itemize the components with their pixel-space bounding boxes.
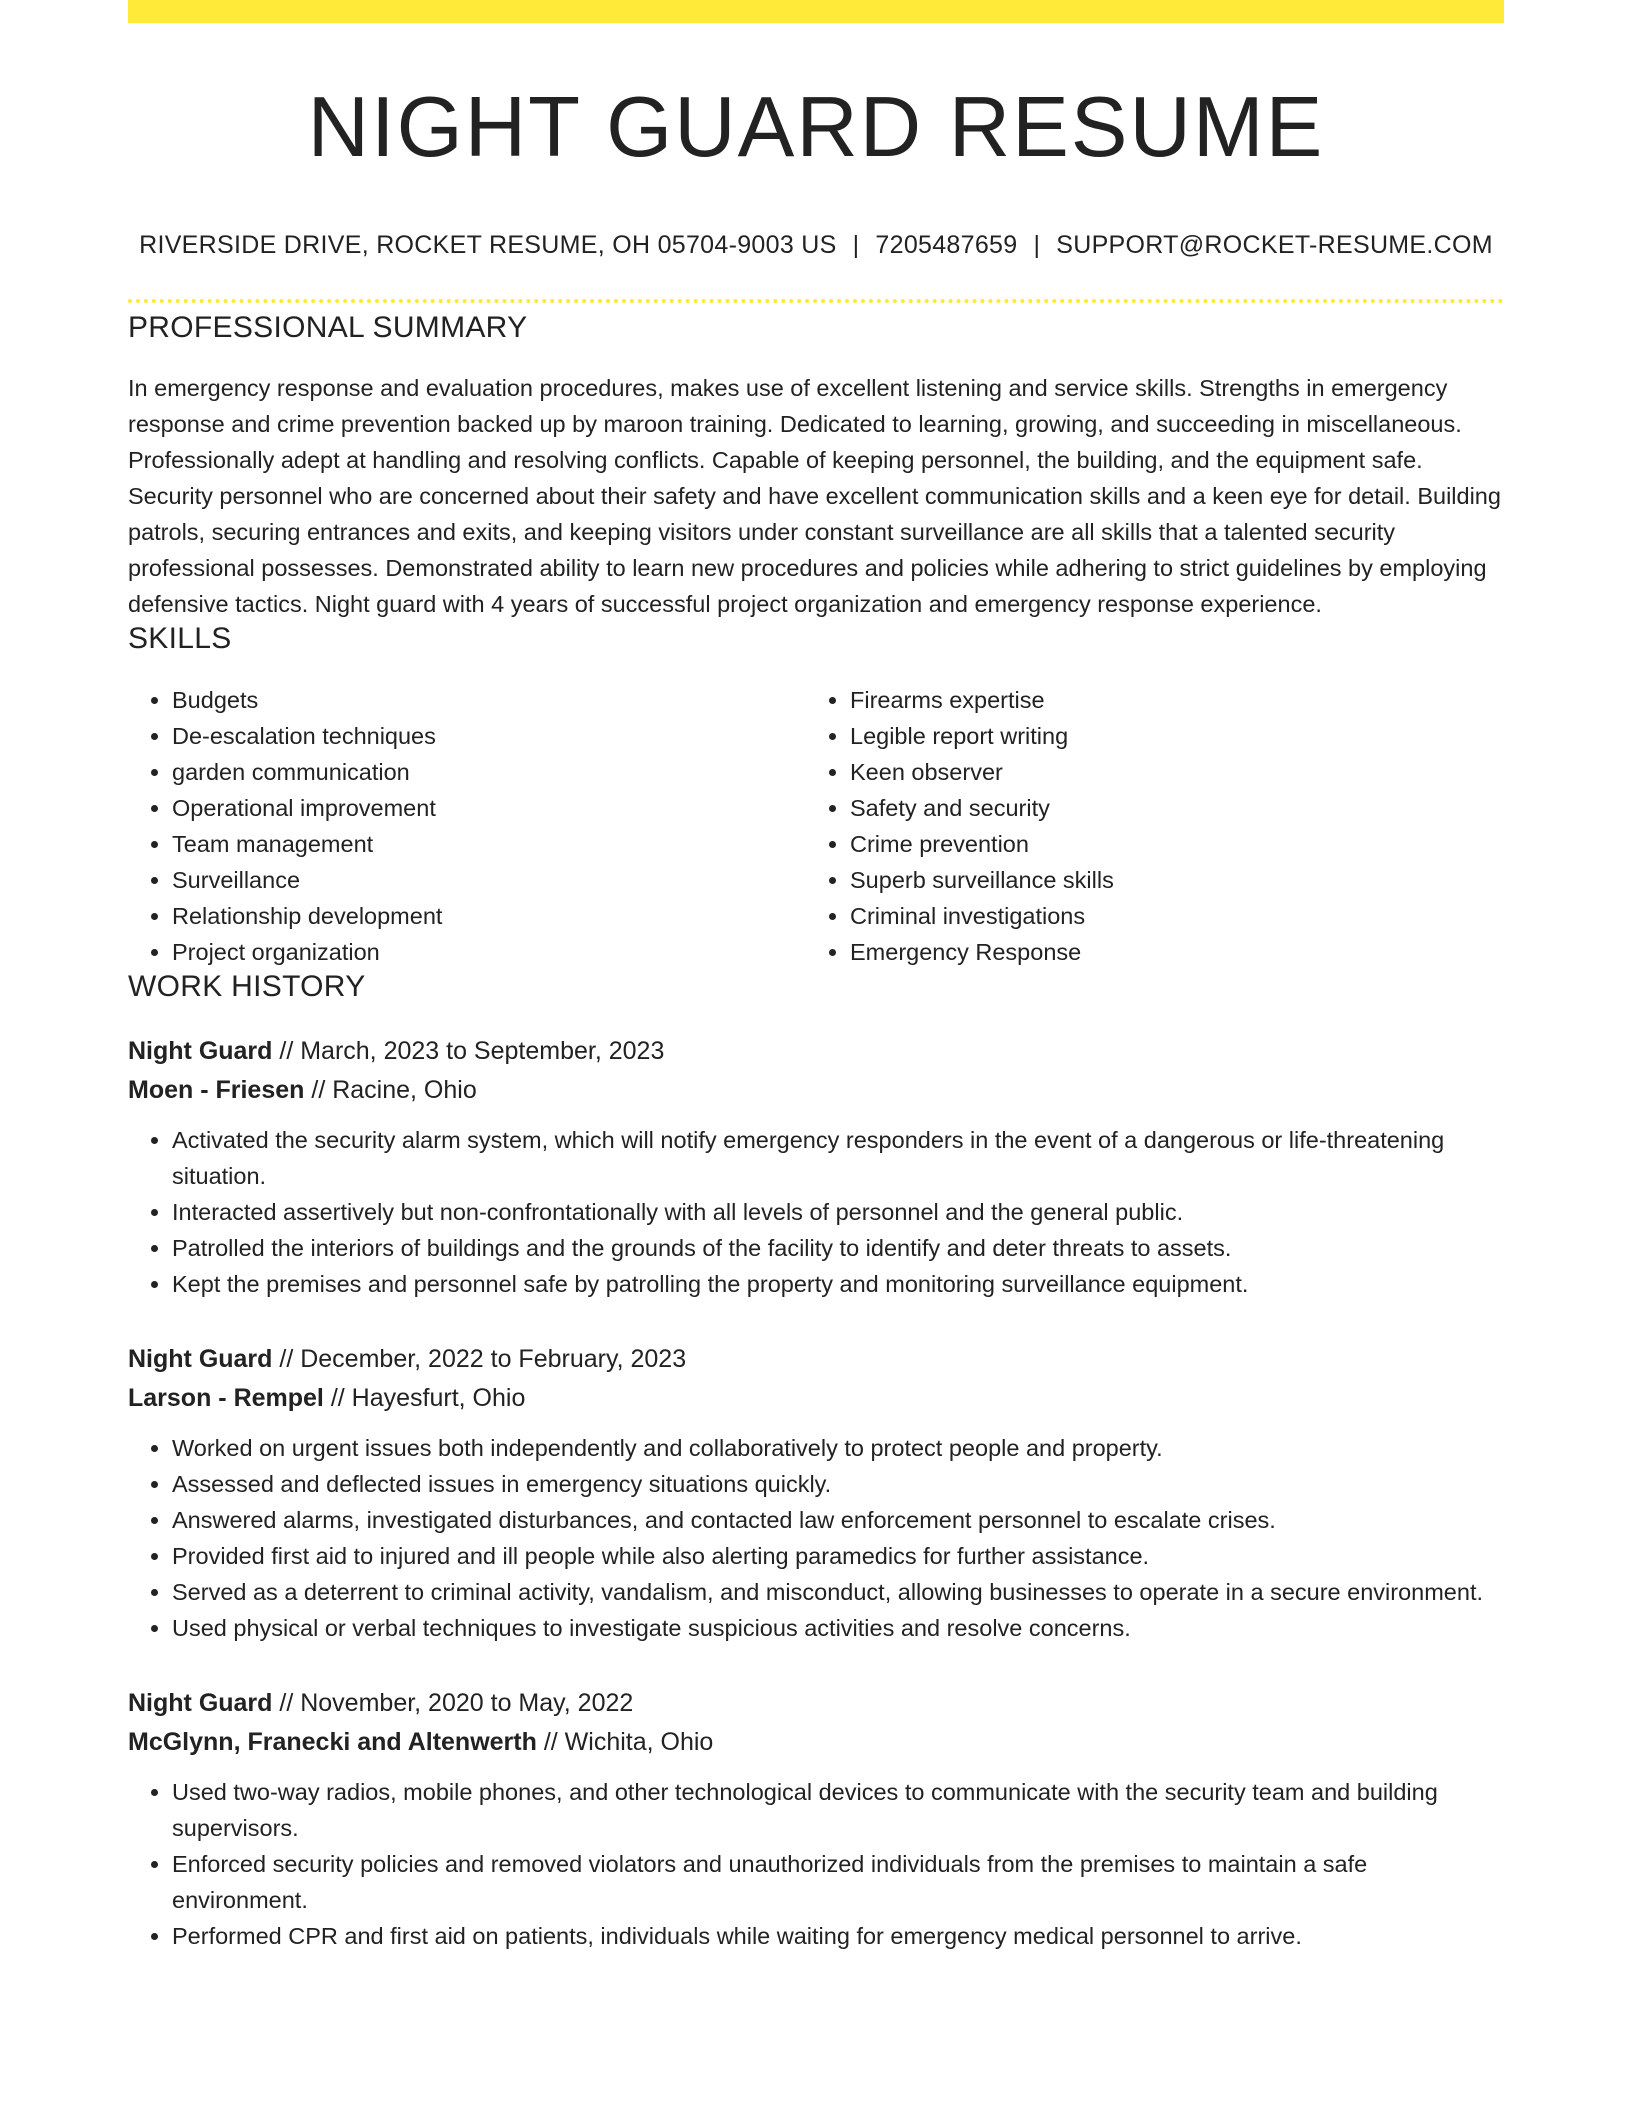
- job-bullet-list: [128, 1122, 1504, 1302]
- skill-item: • Keen observer: [850, 754, 1484, 790]
- skill-item: • Safety and security: [850, 790, 1484, 826]
- job-dates: // December, 2022 to February, 2023: [279, 1345, 687, 1373]
- skill-item: • Surveillance: [172, 862, 806, 898]
- skill-item: • De-escalation techniques: [172, 718, 806, 754]
- skill-item: • garden communication: [172, 754, 806, 790]
- job-bullet: • Activated the security alarm system, which will notify emergency responders in the event of a dangerous or life-threatening situation.: [172, 1122, 1504, 1194]
- job-role-line: [128, 1032, 1504, 1071]
- job-company-line: [128, 1071, 1504, 1110]
- skills-column-left: [128, 682, 806, 970]
- skill-item: • Crime prevention: [850, 826, 1484, 862]
- skill-item: • Operational improvement: [172, 790, 806, 826]
- job-company-line: [128, 1379, 1504, 1418]
- job-bullet: • Served as a deterrent to criminal activity, vandalism, and misconduct, allowing businesses to operate in a secure environment.: [172, 1574, 1504, 1610]
- job-role: Night Guard: [128, 1689, 273, 1717]
- job-bullet: • Answered alarms, investigated disturbances, and contacted law enforcement personnel to escalate crises.: [172, 1502, 1504, 1538]
- resume-page: [128, 0, 1504, 1954]
- skill-item: • Criminal investigations: [850, 898, 1484, 934]
- job-location: // Hayesfurt, Ohio: [330, 1384, 526, 1412]
- job-entry-3: [128, 1684, 1504, 1954]
- job-company: Larson - Rempel: [128, 1384, 324, 1412]
- job-bullet-list: [128, 1430, 1504, 1646]
- skill-item: • Firearms expertise: [850, 682, 1484, 718]
- job-bullet: • Kept the premises and personnel safe by patrolling the property and monitoring surveillance equipment.: [172, 1266, 1504, 1302]
- job-company: McGlynn, Franecki and Altenwerth: [128, 1728, 537, 1756]
- contact-separator: |: [852, 231, 860, 259]
- job-bullet: • Used two-way radios, mobile phones, and other technological devices to communicate with the security team and building supervisors.: [172, 1774, 1504, 1846]
- job-bullet: • Performed CPR and first aid on patients, individuals while waiting for emergency medical personnel to arrive.: [172, 1918, 1504, 1954]
- job-role-line: [128, 1340, 1504, 1379]
- job-bullet: • Used physical or verbal techniques to investigate suspicious activities and resolve concerns.: [172, 1610, 1504, 1646]
- job-bullet-list: [128, 1774, 1504, 1954]
- skills-heading: SKILLS: [128, 622, 232, 655]
- dotted-divider: [128, 299, 1504, 303]
- job-entry-2: [128, 1340, 1504, 1646]
- skill-item: • Project organization: [172, 934, 806, 970]
- job-company-line: [128, 1723, 1504, 1762]
- job-bullet: • Enforced security policies and removed violators and unauthorized individuals from the premises to maintain a safe environment.: [172, 1846, 1504, 1918]
- job-bullet: • Provided first aid to injured and ill people while also alerting paramedics for further assistance.: [172, 1538, 1504, 1574]
- summary-paragraph: In emergency response and evaluation procedures, makes use of excellent listening and service skills. Strengths in emergency response and crime prevention backed up by maroon training. Dedicated to learning, growing, and succeeding in miscellaneous. Professionally adept at handling and resolving conflicts. Capable of keeping personnel, the building, and the equipment safe. Security personnel who are concerned about their safety and have excellent communication skills and a keen eye for detail. Building patrols, securing entrances and exits, and keeping visitors under constant surveillance are all skills that a talented security professional possesses. Demonstrated ability to learn new procedures and policies while adhering to strict guidelines by employing defensive tactics. Night guard with 4 years of successful project organization and emergency response experience.: [128, 375, 1501, 617]
- resume-title: NIGHT GUARD RESUME: [307, 80, 1325, 175]
- job-location: // Racine, Ohio: [311, 1076, 477, 1104]
- top-accent-bar: [128, 0, 1504, 23]
- job-bullet: • Interacted assertively but non-confrontationally with all levels of personnel and the general public.: [172, 1194, 1504, 1230]
- skill-item: • Relationship development: [172, 898, 806, 934]
- work-history-heading: WORK HISTORY: [128, 970, 366, 1003]
- summary-heading: PROFESSIONAL SUMMARY: [128, 311, 528, 344]
- contact-phone: 7205487659: [875, 231, 1018, 259]
- job-bullet: • Worked on urgent issues both independently and collaboratively to protect people and property.: [172, 1430, 1504, 1466]
- job-bullet: • Patrolled the interiors of buildings and the grounds of the facility to identify and deter threats to assets.: [172, 1230, 1504, 1266]
- job-role: Night Guard: [128, 1345, 273, 1373]
- skill-item: • Legible report writing: [850, 718, 1484, 754]
- job-dates: // March, 2023 to September, 2023: [279, 1037, 665, 1065]
- job-role: Night Guard: [128, 1037, 273, 1065]
- job-entry-1: [128, 1032, 1504, 1302]
- contact-email: SUPPORT@ROCKET-RESUME.COM: [1056, 231, 1493, 259]
- skill-item: • Budgets: [172, 682, 806, 718]
- skill-item: • Superb surveillance skills: [850, 862, 1484, 898]
- job-location: // Wichita, Ohio: [543, 1728, 714, 1756]
- job-dates: // November, 2020 to May, 2022: [279, 1689, 634, 1717]
- skill-item: • Emergency Response: [850, 934, 1484, 970]
- job-role-line: [128, 1684, 1504, 1723]
- skill-item: • Team management: [172, 826, 806, 862]
- skills-column-right: [806, 682, 1484, 970]
- contact-line: [128, 231, 1504, 260]
- skills-grid: [128, 682, 1504, 970]
- job-bullet: • Assessed and deflected issues in emergency situations quickly.: [172, 1466, 1504, 1502]
- job-company: Moen - Friesen: [128, 1076, 305, 1104]
- contact-separator: |: [1033, 231, 1041, 259]
- contact-address: RIVERSIDE DRIVE, ROCKET RESUME, OH 05704-9003 US: [139, 231, 837, 259]
